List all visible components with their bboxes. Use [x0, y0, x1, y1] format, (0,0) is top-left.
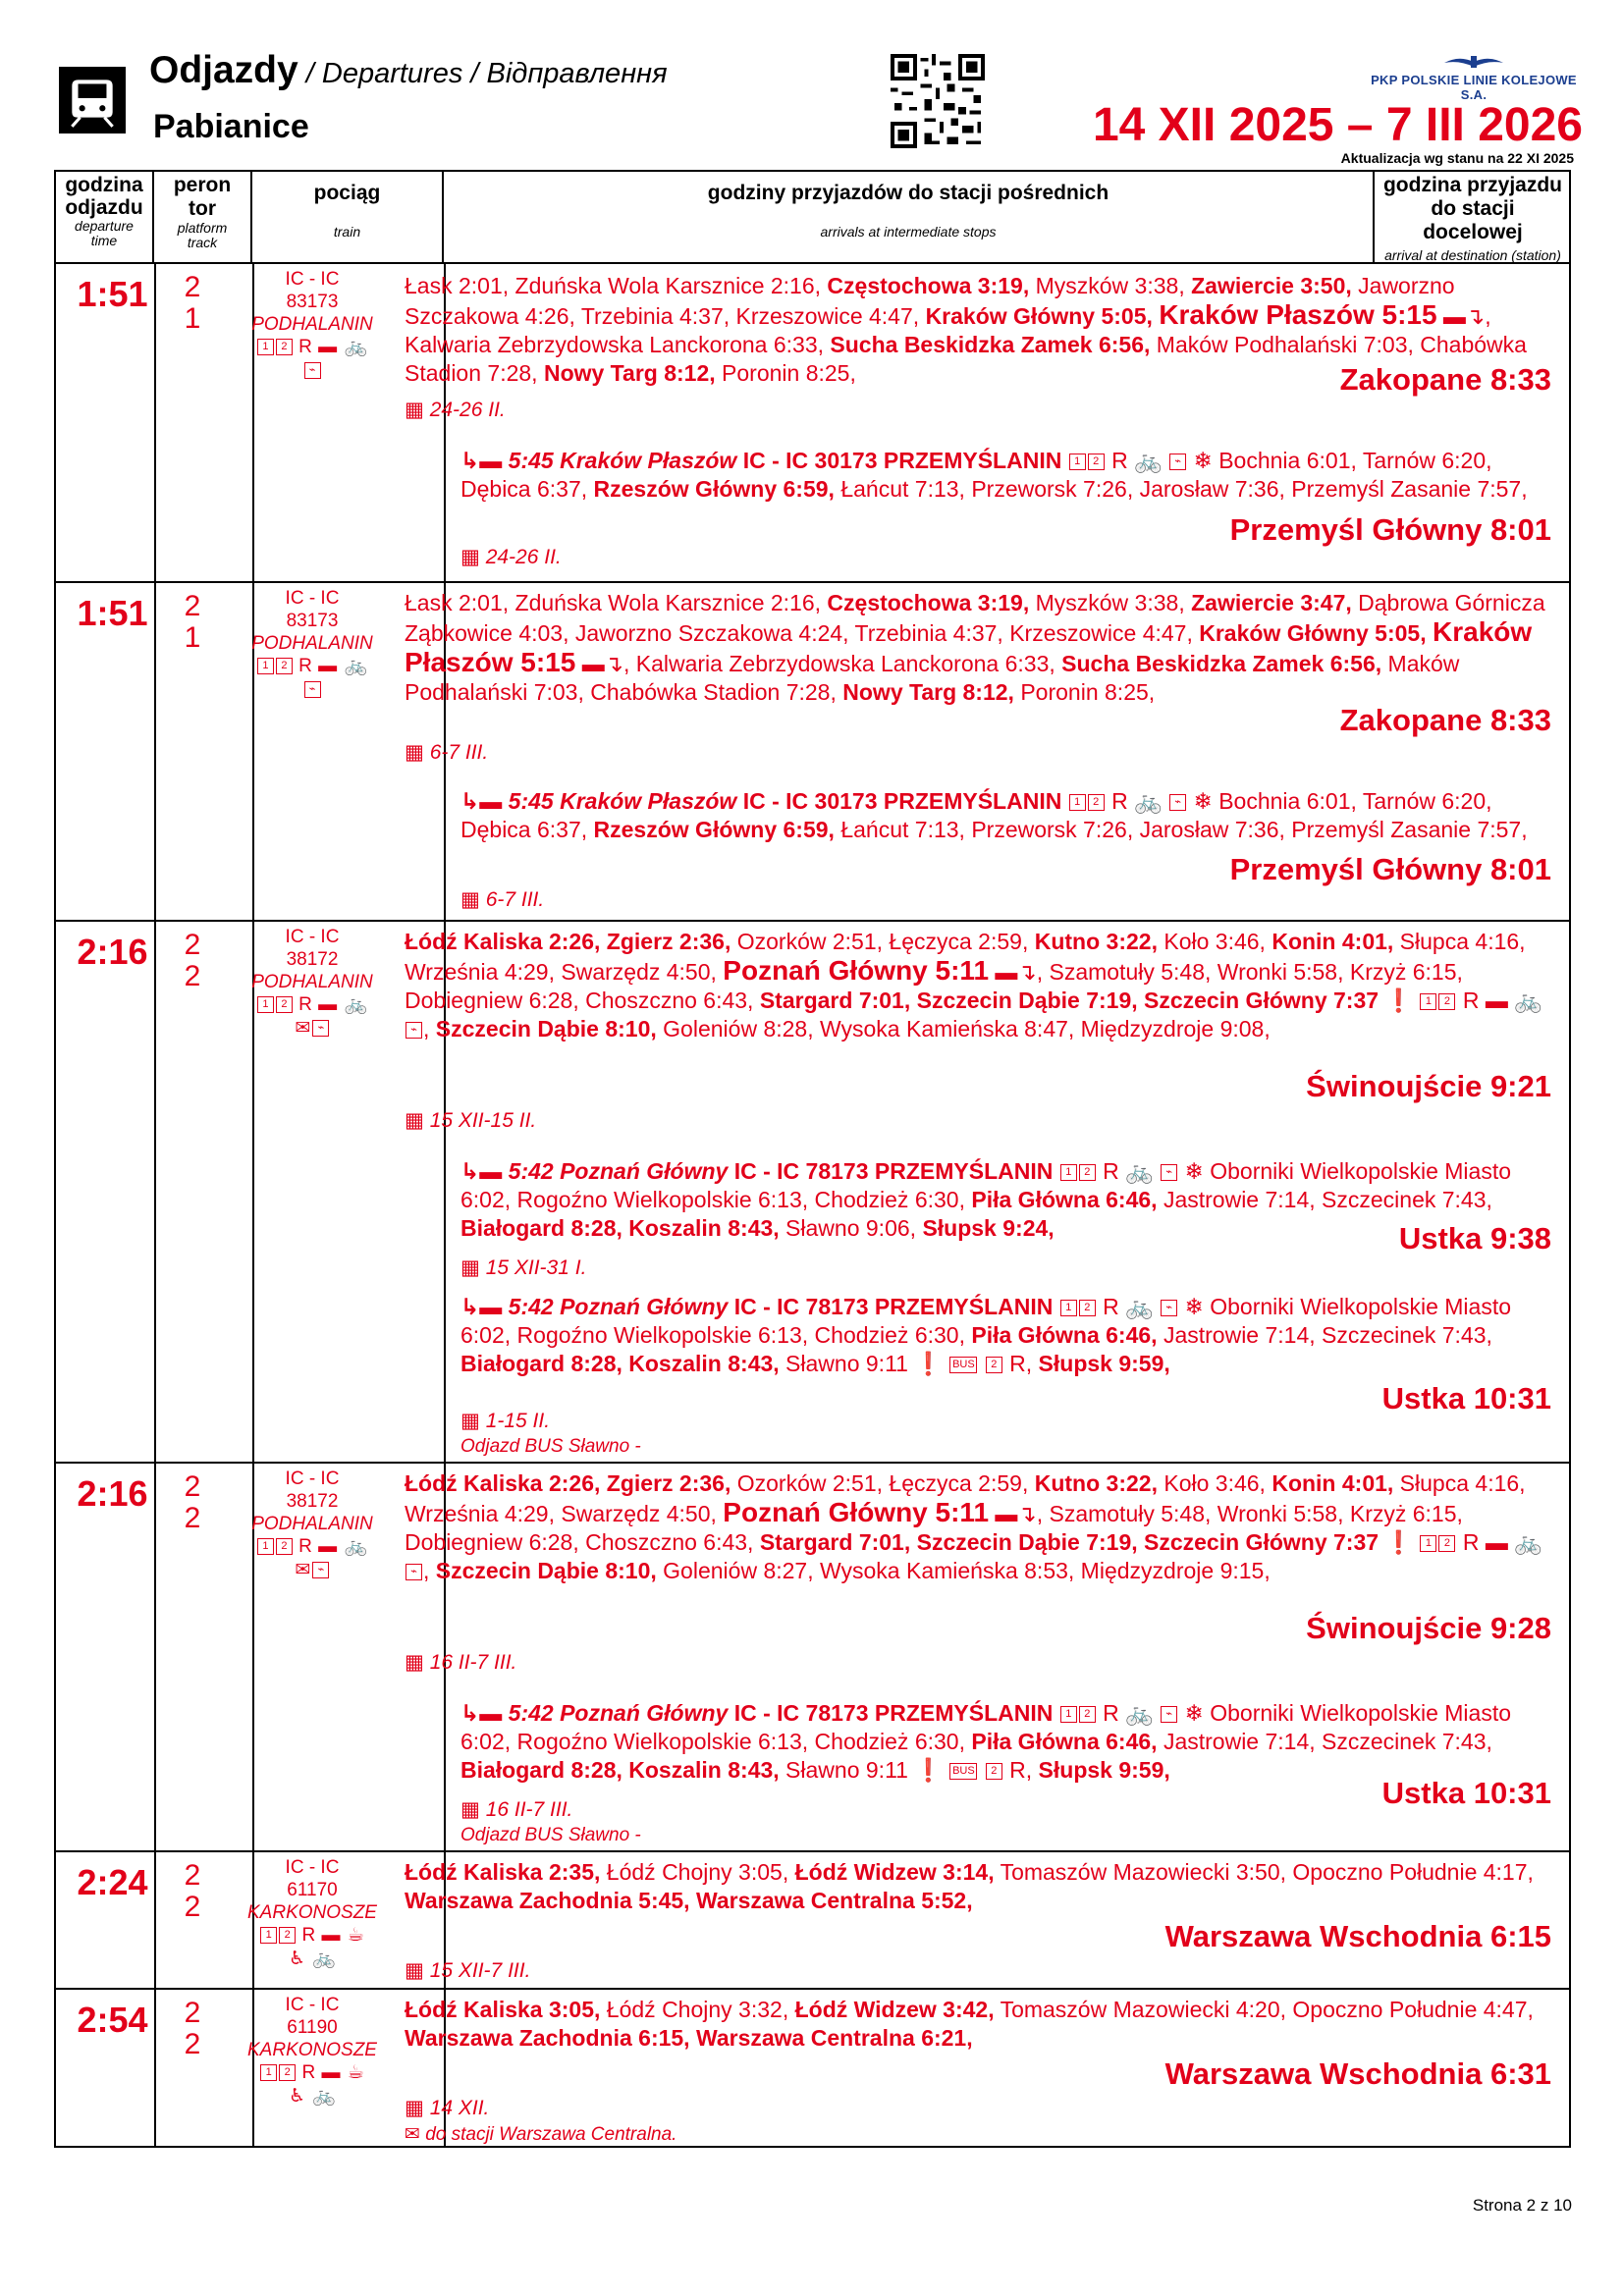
calendar-icon: ▦	[460, 1256, 480, 1279]
departure-time: 2:24	[77, 1862, 148, 1902]
running-days: ▦ 6-7 III.	[405, 741, 489, 764]
table-row	[56, 264, 1569, 583]
running-days: ▦ 16 II-7 III.	[405, 1651, 517, 1674]
update-note: Aktualizacja wg stanu na 22 XI 2025	[1340, 150, 1574, 166]
destination: Warszawa Wschodnia 6:31	[1164, 2056, 1551, 2091]
col-intermediate-stops: godziny przyjazdów do stacji pośrednich arrivals at intermediate stops	[444, 172, 1375, 262]
validity-period: 14 XII 2025 – 7 III 2026	[1092, 99, 1583, 151]
calendar-icon: ▦	[405, 741, 424, 764]
table-row	[56, 1464, 1569, 1852]
destination: Świnoujście 9:21	[1306, 1069, 1551, 1103]
table-row	[56, 922, 1569, 1464]
connection-days: ▦ 16 II-7 III.	[460, 1798, 573, 1821]
intermediate-stops: Łask 2:01, Zduńska Wola Karsznice 2:16, Częstochowa 3:19, Myszków 3:38, Zawiercie 3:50, Jaworzno Szczakowa 4:26, Trzebinia 4:37, Krzeszowice 4:47, Kraków Główny 5:05, Kraków Płaszów 5:15 ▬↴, Kalwaria Zebrzydowska Lanckorona 6:33, Sucha Beskidzka Zamek 6:56, Maków Podhalański 7:03, Chabówka Stadion 7:28, Nowy Targ 8:12, Poronin 8:25,	[405, 273, 1527, 386]
train-info: IC - IC 83173 PODHALANIN 1 2 R ▬ 🚲 ⌁	[239, 268, 386, 381]
connection-days: ▦ 6-7 III.	[460, 888, 545, 911]
connection-days: ▦ 1-15 II.	[460, 1410, 551, 1432]
connection-stops: ↳▬ 5:45 Kraków Płaszów IC - IC 30173 PRZEMYŚLANIN 1 2 R 🚲 ⌁ ❄ Bochnia 6:01, Tarnów 6:20, Dębica 6:37, Rzeszów Główny 6:59, Łańcut 7:13, Przeworsk 7:26, Jarosław 7:36, Przemyśl Zasanie 7:57,	[460, 448, 1528, 502]
calendar-icon: ▦	[405, 2097, 424, 2119]
page-title: Odjazdy / Departures / Відправлення	[149, 49, 668, 91]
connection-stops: ↳▬ 5:45 Kraków Płaszów IC - IC 30173 PRZEMYŚLANIN 1 2 R 🚲 ⌁ ❄ Bochnia 6:01, Tarnów 6:20, Dębica 6:37, Rzeszów Główny 6:59, Łańcut 7:13, Przeworsk 7:26, Jarosław 7:36, Przemyśl Zasanie 7:57,	[460, 788, 1528, 842]
running-days: ▦ 15 XII-15 II.	[405, 1109, 537, 1132]
destination: Zakopane 8:33	[1339, 362, 1551, 397]
qr-code-icon	[891, 54, 985, 148]
page-number: Strona 2 z 10	[1472, 2196, 1572, 2215]
connection-destination: Ustka 9:38	[1398, 1221, 1551, 1255]
train-info: IC - IC 61190 KARKONOSZE 1 2 R ▬ ☕ ♿ 🚲	[247, 1995, 377, 2107]
calendar-icon: ▦	[405, 1651, 424, 1674]
departure-time: 1:51	[77, 274, 148, 314]
train-info: IC - IC 38172 PODHALANIN 1 2 R ▬ 🚲 ✉ ⌁	[251, 1468, 373, 1580]
connection-destination: Ustka 10:31	[1381, 1381, 1551, 1415]
departure-time: 2:16	[77, 1473, 148, 1514]
calendar-icon: ▦	[405, 399, 424, 421]
departure-time: 2:54	[77, 2000, 148, 2040]
train-info: IC - IC 61170 KARKONOSZE 1 2 R ▬ ☕ ♿ 🚲	[247, 1857, 377, 1969]
connection-stops: ↳▬ 5:42 Poznań Główny IC - IC 78173 PRZEMYŚLANIN 1 2 R 🚲 ⌁ ❄ Oborniki Wielkopolskie Miasto 6:02, Rogoźno Wielkopolskie 6:13, Chodzież 6:30, Piła Główna 6:46, Jastrowie 7:14, Szczecinek 7:43, Białogard 8:28, Koszalin 8:43, Sławno 9:11 ❗ BUS 2 R, Słupsk 9:59,	[460, 1700, 1511, 1783]
connection-destination: Ustka 10:31	[1381, 1776, 1551, 1810]
bus-note: Odjazd BUS Sławno -	[460, 1436, 641, 1457]
platform-track: 2 2	[184, 1997, 201, 2060]
calendar-icon: ▦	[405, 1959, 424, 1982]
intermediate-stops: Łódź Kaliska 3:05, Łódź Chojny 3:32, Łódź Widzew 3:42, Tomaszów Mazowiecki 4:20, Opoczno Południe 4:47, Warszawa Zachodnia 6:15, Warszawa Centralna 6:21,	[405, 1997, 1534, 2051]
envelope-icon: ✉	[405, 2124, 420, 2145]
platform-track: 2 2	[184, 929, 201, 992]
table-row	[56, 1990, 1569, 2147]
bus-note: Odjazd BUS Sławno -	[460, 1825, 641, 1845]
extra-note: ✉ do stacji Warszawa Centralna.	[405, 2124, 677, 2145]
table-row	[56, 1852, 1569, 1990]
calendar-icon: ▦	[460, 546, 480, 568]
col-train: pociąg train	[252, 172, 444, 262]
departures-table	[54, 170, 1571, 2148]
departure-time: 1:51	[77, 593, 148, 633]
connection-stops: ↳▬ 5:42 Poznań Główny IC - IC 78173 PRZEMYŚLANIN 1 2 R 🚲 ⌁ ❄ Oborniki Wielkopolskie Miasto 6:02, Rogoźno Wielkopolskie 6:13, Chodzież 6:30, Piła Główna 6:46, Jastrowie 7:14, Szczecinek 7:43, Białogard 8:28, Koszalin 8:43, Sławno 9:06, Słupsk 9:24,	[460, 1158, 1511, 1241]
col-platform: peron tor platform track	[154, 172, 252, 262]
running-days: ▦ 15 XII-7 III.	[405, 1959, 531, 1982]
destination: Zakopane 8:33	[1339, 703, 1551, 737]
running-days: ▦ 14 XII.	[405, 2097, 490, 2119]
running-days: ▦ 24-26 II.	[405, 399, 506, 421]
destination: Świnoujście 9:28	[1306, 1611, 1551, 1645]
intermediate-stops: Łódź Kaliska 2:26, Zgierz 2:36, Ozorków 2:51, Łęczyca 2:59, Kutno 3:22, Koło 3:46, Konin 4:01, Słupca 4:16, Września 4:29, Swarzędz 4:50, Poznań Główny 5:11 ▬↴, Szamotuły 5:48, Wronki 5:58, Krzyż 6:15, Dobiegniew 6:28, Choszczno 6:43, Stargard 7:01, Szczecin Dąbie 7:19, Szczecin Główny 7:37 ❗ 1 2 R ▬ 🚲 ⌁ , Szczecin Dąbie 8:10, Goleniów 8:28, Wysoka Kamieńska 8:47, Międzyzdroje 9:08,	[405, 929, 1542, 1041]
calendar-icon: ▦	[405, 1109, 424, 1132]
platform-track: 2 2	[184, 1470, 201, 1534]
calendar-icon: ▦	[460, 888, 480, 911]
station-name: Pabianice	[153, 108, 309, 145]
table-row	[56, 583, 1569, 922]
calendar-icon: ▦	[460, 1798, 480, 1821]
connection-destination: Przemyśl Główny 8:01	[1229, 852, 1551, 886]
intermediate-stops: Łódź Kaliska 2:35, Łódź Chojny 3:05, Łódź Widzew 3:14, Tomaszów Mazowiecki 3:50, Opoczno Południe 4:17, Warszawa Zachodnia 5:45, Warszawa Centralna 5:52,	[405, 1859, 1534, 1913]
connection-days: ▦ 24-26 II.	[460, 546, 562, 568]
col-destination: godzina przyjazdu do stacji docelowej arrival at destination (station)	[1382, 174, 1562, 263]
train-pictogram-icon	[59, 67, 126, 133]
train-info: IC - IC 83173 PODHALANIN 1 2 R ▬ 🚲 ⌁	[239, 587, 386, 700]
table-header	[56, 172, 1569, 264]
platform-track: 2 2	[184, 1859, 201, 1923]
platform-track: 2 1	[184, 590, 201, 654]
intermediate-stops: Łask 2:01, Zduńska Wola Karsznice 2:16, Częstochowa 3:19, Myszków 3:38, Zawiercie 3:47, Dąbrowa Górnicza Ząbkowice 4:03, Jaworzno Szczakowa 4:24, Trzebinia 4:37, Krzeszowice 4:47, Kraków Główny 5:05, Kraków Płaszów 5:15 ▬↴, Kalwaria Zebrzydowska Lanckorona 6:33, Sucha Beskidzka Zamek 6:56, Maków Podhalański 7:03, Chabówka Stadion 7:28, Nowy Targ 8:12, Poronin 8:25,	[405, 590, 1545, 705]
connection-destination: Przemyśl Główny 8:01	[1229, 512, 1551, 547]
connection-days: ▦ 15 XII-31 I.	[460, 1256, 587, 1279]
intermediate-stops: Łódź Kaliska 2:26, Zgierz 2:36, Ozorków 2:51, Łęczyca 2:59, Kutno 3:22, Koło 3:46, Konin 4:01, Słupca 4:16, Września 4:29, Swarzędz 4:50, Poznań Główny 5:11 ▬↴, Szamotuły 5:48, Wronki 5:58, Krzyż 6:15, Dobiegniew 6:28, Choszczno 6:43, Stargard 7:01, Szczecin Dąbie 7:19, Szczecin Główny 7:37 ❗ 1 2 R ▬ 🚲 ⌁ , Szczecin Dąbie 8:10, Goleniów 8:27, Wysoka Kamieńska 8:53, Międzyzdroje 9:15,	[405, 1470, 1542, 1583]
pkp-plk-logo: PKP POLSKIE LINIE KOLEJOWE S.A.	[1365, 53, 1583, 96]
departure-time: 2:16	[77, 932, 148, 972]
train-info: IC - IC 38172 PODHALANIN 1 2 R ▬ 🚲 ✉ ⌁	[251, 927, 373, 1039]
col-departure-time: godzina odjazdu departure time	[56, 172, 154, 262]
calendar-icon: ▦	[460, 1410, 480, 1432]
platform-track: 2 1	[184, 271, 201, 335]
connection-stops: ↳▬ 5:42 Poznań Główny IC - IC 78173 PRZEMYŚLANIN 1 2 R 🚲 ⌁ ❄ Oborniki Wielkopolskie Miasto 6:02, Rogoźno Wielkopolskie 6:13, Chodzież 6:30, Piła Główna 6:46, Jastrowie 7:14, Szczecinek 7:43, Białogard 8:28, Koszalin 8:43, Sławno 9:11 ❗ BUS 2 R, Słupsk 9:59,	[460, 1294, 1511, 1376]
destination: Warszawa Wschodnia 6:15	[1164, 1919, 1551, 1953]
